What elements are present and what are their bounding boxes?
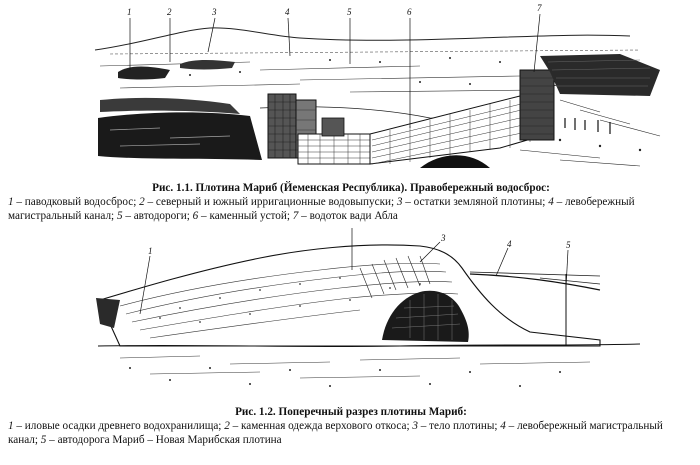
legend-number: 5 <box>116 210 123 222</box>
figure-1-legend <box>8 196 635 222</box>
legend-number: 3 <box>396 196 403 208</box>
legend-text: – северный и южный ирригационные водовыпуски; <box>144 196 397 208</box>
fig2-callout-1: 1 <box>148 246 153 256</box>
figure-2-caption <box>8 405 694 447</box>
legend-text: – автодорога Мариб – Новая Марибская плотина <box>46 434 282 446</box>
legend-text: – левобережный магистральный канал; <box>8 420 663 446</box>
legend-number: 7 <box>292 210 299 222</box>
legend-text: – каменная одежда верхового откоса; <box>229 420 413 432</box>
figure-2-illustration <box>0 228 700 400</box>
fig2-callout-4: 4 <box>507 239 512 249</box>
figure-2-caption-title: Рис. 1.2. Поперечный разрез плотины Мариб: <box>235 406 467 418</box>
legend-number: 5 <box>40 434 47 446</box>
fig1-callout-6: 6 <box>407 7 412 17</box>
fig1-callout-1: 1 <box>127 7 132 17</box>
legend-number: 4 <box>500 420 506 432</box>
legend-text: – тело плотины; <box>417 420 501 432</box>
fig2-callout-3: 3 <box>441 233 446 243</box>
legend-text: – паводковый водосброс; <box>13 196 140 208</box>
figure-1-caption-title: Рис. 1.1. Плотина Мариб (Йеменская Республика). Правобережный водосброс: <box>152 182 550 194</box>
figure-2-legend <box>8 420 663 446</box>
figure-1-caption <box>8 181 694 223</box>
fig2-callout-5: 5 <box>566 240 571 250</box>
legend-number: 1 <box>8 420 14 432</box>
legend-text: – иловые осадки древнего водохранилища; <box>13 420 225 432</box>
legend-number: 1 <box>8 196 14 208</box>
legend-text: – водоток вади Абла <box>298 210 398 222</box>
fig1-callout-2: 2 <box>167 7 172 17</box>
legend-text: – автодороги; <box>122 210 193 222</box>
legend-number: 6 <box>192 210 199 222</box>
legend-number: 4 <box>548 196 554 208</box>
legend-text: – остатки земляной плотины; <box>402 196 549 208</box>
marib-dam-cross-section-drawing <box>0 228 700 400</box>
marib-dam-spillway-drawing <box>0 0 700 180</box>
fig1-callout-5: 5 <box>347 7 352 17</box>
figure-1-illustration <box>0 0 700 180</box>
fig1-callout-7: 7 <box>537 3 542 13</box>
legend-number: 2 <box>224 420 230 432</box>
legend-number: 3 <box>412 420 418 432</box>
legend-number: 2 <box>139 196 145 208</box>
legend-text: – каменный устой; <box>198 210 293 222</box>
fig1-callout-3: 3 <box>212 7 217 17</box>
legend-text: – левобережный магистральный канал; <box>8 196 635 222</box>
fig1-callout-4: 4 <box>285 7 290 17</box>
